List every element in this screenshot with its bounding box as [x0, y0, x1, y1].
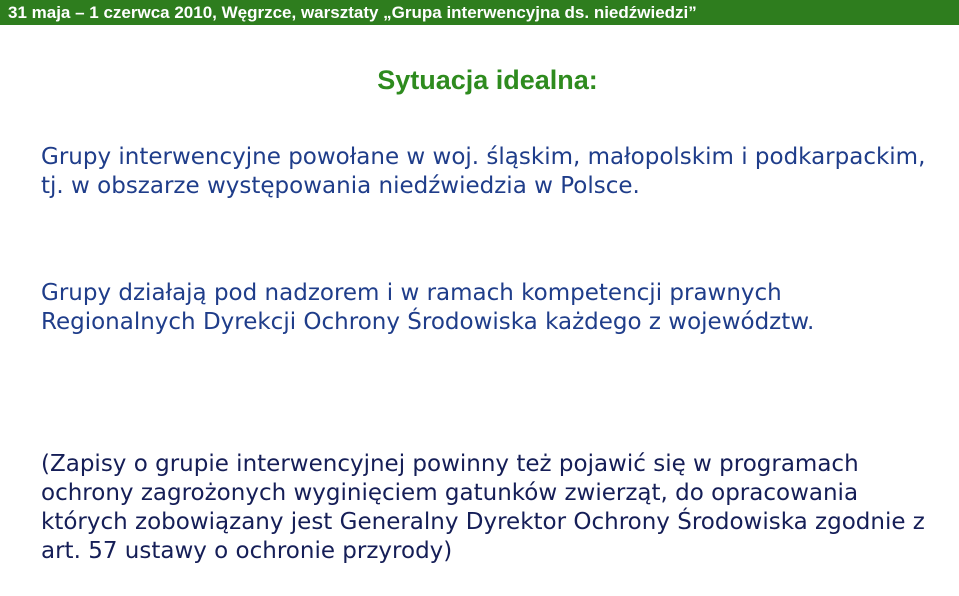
paragraph-groups-supervision: Grupy działają pod nadzorem i w ramach kompetencji prawnych Regionalnych Dyrekcji Ochrony Środowiska każdego z województw. — [41, 280, 815, 335]
paragraph-protection-programs-note: (Zapisy o grupie interwencyjnej powinny też pojawić się w programach ochrony zagrożonych wyginięciem gatunków zwierząt, do opracowania których zobowiązany jest Generalny Dyrektor Ochrony Środowiska zgodnie z art. 57 ustawy o ochronie przyrody) — [41, 451, 925, 564]
header-text: 31 maja – 1 czerwca 2010, Węgrzce, warsztaty „Grupa interwencyjna ds. niedźwiedzi” — [8, 3, 697, 22]
paragraph-groups-established: Grupy interwencyjne powołane w woj. śląskim, małopolskim i podkarpackim, tj. w obszarze występowania niedźwiedzia w Polsce. — [41, 144, 926, 199]
header-bar — [0, 0, 959, 25]
slide-title: Sytuacja idealna: — [377, 65, 598, 95]
